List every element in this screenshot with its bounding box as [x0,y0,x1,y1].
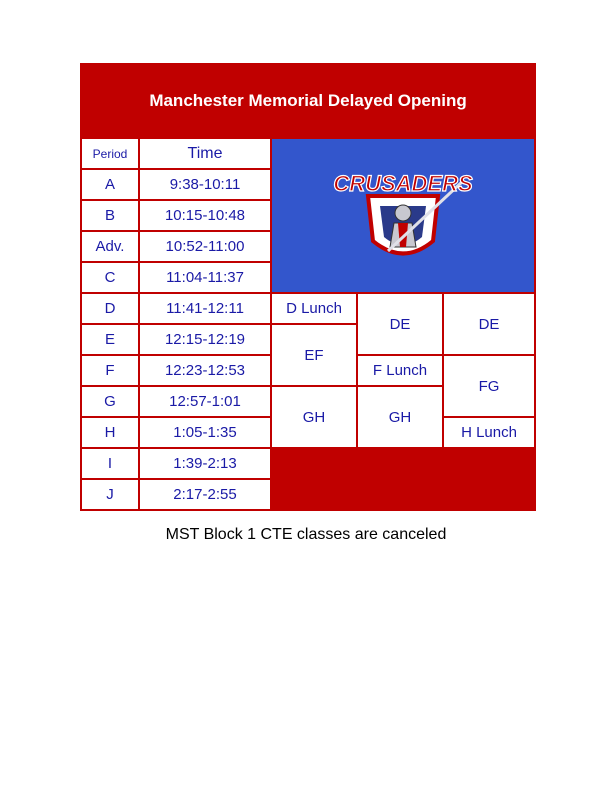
period-cell: C [81,262,139,293]
lunch-cell: H Lunch [443,417,535,448]
time-cell: 11:41-12:11 [139,293,271,324]
lunch-cell: FG [443,355,535,417]
time-cell: 1:39-2:13 [139,448,271,479]
lunch-cell: F Lunch [357,355,443,386]
period-cell: B [81,200,139,231]
time-cell: 1:05-1:35 [139,417,271,448]
crusaders-logo-cell [271,138,535,293]
time-cell: 9:38-10:11 [139,169,271,200]
period-cell: A [81,169,139,200]
period-cell: E [81,324,139,355]
lunch-cell: DE [443,293,535,355]
time-cell: 10:52-11:00 [139,231,271,262]
time-header: Time [139,138,271,169]
time-cell: 2:17-2:55 [139,479,271,510]
period-cell: F [81,355,139,386]
time-cell: 12:57-1:01 [139,386,271,417]
cancellation-note: MST Block 1 CTE classes are canceled [165,526,447,543]
period-header: Period [81,138,139,169]
lunch-cell: GH [357,386,443,448]
logo-text: CRUSADERS [333,170,473,196]
time-cell: 11:04-11:37 [139,262,271,293]
lunch-cell: EF [271,324,357,386]
red-filler [271,448,535,510]
time-cell: 12:15-12:19 [139,324,271,355]
period-cell: H [81,417,139,448]
lunch-cell: GH [271,386,357,448]
period-cell: D [81,293,139,324]
period-cell: I [81,448,139,479]
time-cell: 12:23-12:53 [139,355,271,386]
time-cell: 10:15-10:48 [139,200,271,231]
period-cell: Adv. [81,231,139,262]
delayed-opening-schedule [80,63,536,511]
period-cell: G [81,386,139,417]
lunch-cell: DE [357,293,443,355]
period-cell: J [81,479,139,510]
crusaders-logo [328,161,478,271]
lunch-cell: D Lunch [271,293,357,324]
schedule-title: Manchester Memorial Delayed Opening [81,64,535,138]
